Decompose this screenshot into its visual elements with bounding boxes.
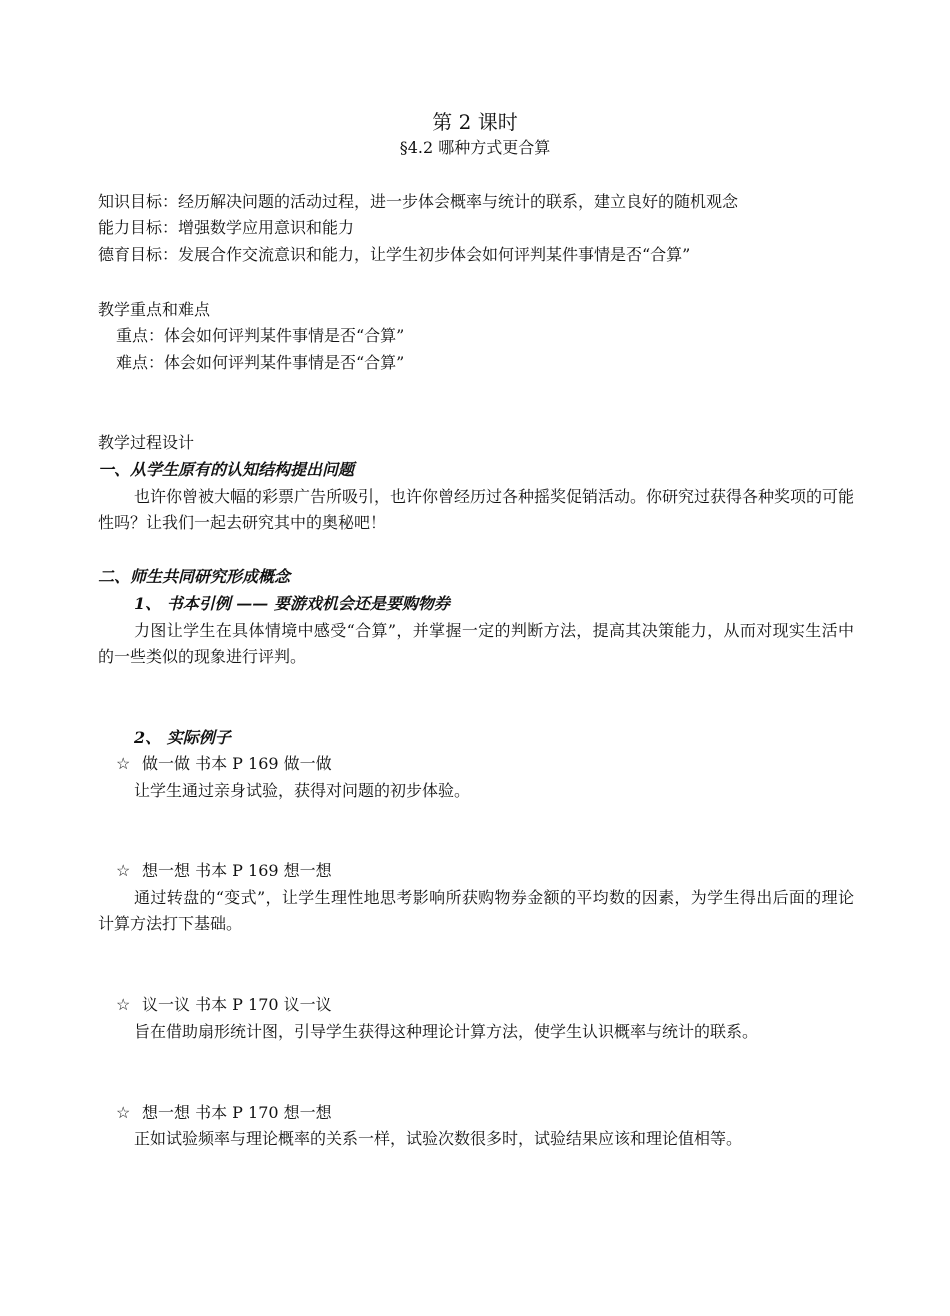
activity-label-text: 想一想 书本 P 170 想一想	[142, 1103, 332, 1122]
subsection1-title: 1、 书本引例 —— 要游戏机会还是要购物券	[134, 594, 450, 613]
activity-item-2-text: 通过转盘的“变式”，让学生理性地思考影响所获购物券金额的平均数的因素，为学生得出后面的理论计算方法打下基础。	[98, 888, 854, 933]
key-point-focus: 重点：体会如何评判某件事情是否“合算”	[116, 326, 405, 345]
subsection2-title: 2、 实际例子	[134, 728, 231, 747]
activity-item-3-label	[116, 993, 332, 1017]
ability-objective: 能力目标：增强数学应用意识和能力	[98, 218, 355, 237]
key-point-difficulty: 难点：体会如何评判某件事情是否“合算”	[116, 353, 405, 372]
key-points-heading: 教学重点和难点	[98, 300, 211, 319]
activity-item-4-text: 正如试验频率与理论概率的关系一样，试验次数很多时，试验结果应该和理论值相等。	[134, 1129, 743, 1148]
process-heading: 教学过程设计	[98, 433, 195, 452]
activity-label-text: 做一做 书本 P 169 做一做	[142, 754, 332, 773]
activity-item-4-label	[116, 1101, 332, 1125]
activity-label-text: 议一议 书本 P 170 议一议	[142, 995, 332, 1014]
activity-item-1-text: 让学生通过亲身试验，获得对问题的初步体验。	[134, 781, 471, 800]
activity-item-2-label	[116, 859, 332, 883]
subsection1-paragraph: 力图让学生在具体情境中感受“合算”，并掌握一定的判断方法，提高其决策能力，从而对现实生活中的一些类似的现象进行评判。	[98, 621, 854, 666]
activity-label-text: 想一想 书本 P 169 想一想	[142, 861, 332, 880]
section2-title: 二、师生共同研究形成概念	[98, 567, 291, 586]
star-icon: ☆	[116, 861, 131, 880]
section1-paragraph: 也许你曾被大幅的彩票广告所吸引，也许你曾经历过各种摇奖促销活动。你研究过获得各种奖项的可能性吗？让我们一起去研究其中的奥秘吧！	[98, 487, 855, 532]
knowledge-objective: 知识目标：经历解决问题的活动过程，进一步体会概率与统计的联系，建立良好的随机观念	[98, 192, 739, 211]
activity-item-3-text: 旨在借助扇形统计图，引导学生获得这种理论计算方法，使学生认识概率与统计的联系。	[134, 1022, 759, 1041]
star-icon: ☆	[116, 754, 131, 773]
activity-item-1-label	[116, 752, 332, 776]
lesson-subtitle: §4.2 哪种方式更合算	[399, 138, 551, 157]
star-icon: ☆	[116, 1103, 131, 1122]
section1-title: 一、从学生原有的认知结构提出问题	[98, 460, 355, 479]
star-icon: ☆	[116, 995, 131, 1014]
moral-objective: 德育目标：发展合作交流意识和能力，让学生初步体会如何评判某件事情是否“合算”	[98, 245, 691, 264]
lesson-title: 第 2 课时	[432, 110, 518, 134]
